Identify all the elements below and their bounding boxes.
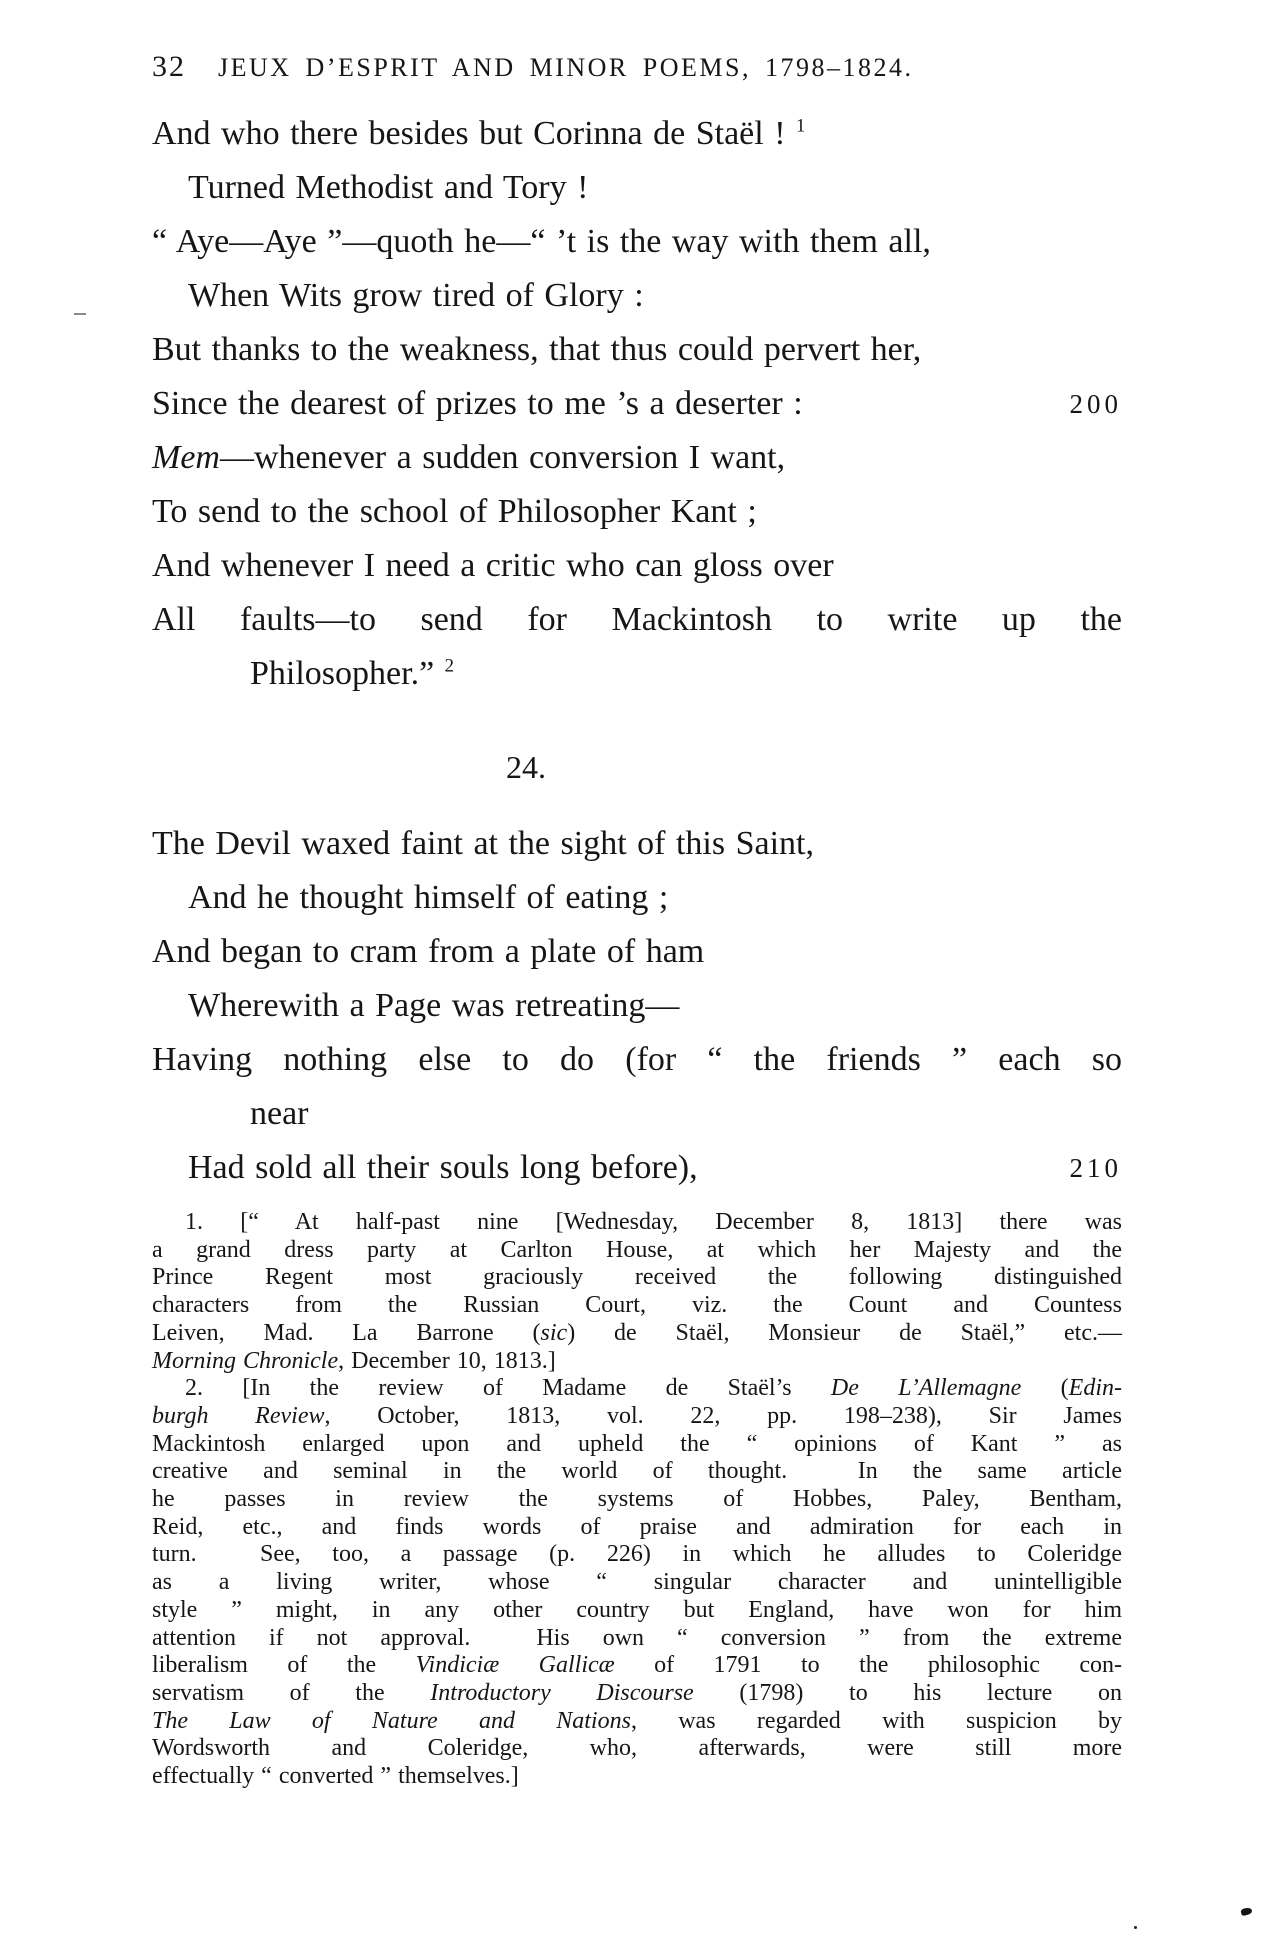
text-segment: Had sold all their souls long before),: [188, 1149, 698, 1186]
stanza-24: [152, 817, 1122, 1195]
text-segment: The Devil waxed faint at the sight of this Saint,: [152, 825, 814, 862]
italic-text: Mem: [152, 439, 220, 476]
italic-text: Introductory Discourse: [430, 1679, 694, 1706]
verse-line-number: 210: [1069, 1153, 1122, 1183]
footnote-line: [152, 1458, 1122, 1486]
ink-speck: [1134, 1926, 1137, 1929]
text-segment: liberalism of the: [152, 1652, 416, 1679]
footnote-line: [152, 1708, 1122, 1736]
italic-text: sic: [540, 1319, 568, 1346]
text-segment: Leiven, Mad. La Barrone (: [152, 1319, 541, 1346]
footnote-1: [152, 1209, 1122, 1375]
text-segment: a grand dress party at Carlton House, at which her Majesty and the: [152, 1236, 1122, 1263]
verse-line: [152, 647, 1122, 701]
verse-line: [152, 1033, 1122, 1087]
italic-text: The Law of Nature and Nations: [152, 1707, 631, 1734]
text-segment: (1798) to his lecture on: [693, 1679, 1122, 1706]
verse-line: [152, 817, 1122, 871]
verse-line-number: 200: [1069, 389, 1122, 419]
text-segment: Wherewith a Page was retreating—: [188, 987, 680, 1024]
footnote-line: [152, 1735, 1122, 1763]
text-segment: attention if not approval. His own “ conversion ” from the extreme: [152, 1624, 1122, 1651]
text-segment: But thanks to the weakness, that thus could pervert her,: [152, 331, 922, 368]
footnote-line: [152, 1569, 1122, 1597]
text-segment: creative and seminal in the world of thought. In the same article: [152, 1458, 1122, 1485]
verse-line: [152, 215, 1122, 269]
footnote-line: [152, 1292, 1122, 1320]
text-segment: And began to cram from a plate of ham: [152, 933, 705, 970]
text-segment: turn. See, too, a passage (p. 226) in which he alludes to Coleridge: [152, 1541, 1122, 1568]
text-segment: 1. [“ At half-past nine [Wednesday, December 8, 1813] there was: [185, 1209, 1122, 1235]
footnote-line: [152, 1209, 1122, 1237]
text-segment: , October, 1813, vol. 22, pp. 198–238), Sir James: [324, 1402, 1123, 1429]
footnote-line: [152, 1680, 1122, 1708]
footnote-line: [152, 1237, 1122, 1265]
text-segment: near: [250, 1095, 309, 1132]
footnote-line: [152, 1375, 1122, 1403]
footnote-line: [152, 1625, 1122, 1653]
text-segment: (: [1021, 1375, 1069, 1402]
scan-artifact-dash: [74, 313, 86, 315]
book-page: [152, 50, 1122, 1791]
verse-line: [152, 593, 1122, 647]
text-segment: characters from the Russian Court, viz. the Count and Countess: [152, 1292, 1122, 1319]
text-segment: Reid, etc., and finds words of praise and admiration for each in: [152, 1513, 1122, 1540]
footnote-line: [152, 1541, 1122, 1569]
page-number: 32: [152, 50, 186, 83]
footnote-line: [152, 1348, 1122, 1376]
verse-line: [152, 539, 1122, 593]
footnote-line: [152, 1431, 1122, 1459]
text-segment: he passes in review the systems of Hobbes, Paley, Bentham,: [152, 1486, 1122, 1513]
text-segment: of 1791 to the philosophic con-: [614, 1652, 1122, 1679]
verse-line: [152, 161, 1122, 215]
text-segment: To send to the school of Philosopher Kant ;: [152, 493, 757, 530]
text-segment: And whenever I need a critic who can gloss over: [152, 547, 834, 584]
italic-text: De L’Allemagne: [830, 1375, 1022, 1402]
verse-line: [152, 269, 1122, 323]
text-segment: style ” might, in any other country but England, have won for him: [152, 1596, 1122, 1623]
running-title: JEUX D’ESPRIT AND MINOR POEMS, 1798–1824.: [218, 53, 914, 82]
text-segment: 2. [In the review of Madame de Staël’s: [185, 1375, 831, 1402]
verse-line: [152, 485, 1122, 539]
text-segment: Turned Methodist and Tory !: [188, 169, 589, 206]
text-segment: Prince Regent most graciously received the following distinguished: [152, 1264, 1122, 1291]
text-segment: , December 10, 1813.]: [338, 1347, 556, 1374]
verse-line: [152, 1087, 1122, 1141]
footnote-line: [152, 1652, 1122, 1680]
verse-line: [152, 925, 1122, 979]
verse-line: [152, 431, 1122, 485]
text-segment: Having nothing else to do (for “ the friends ” each so: [152, 1041, 1122, 1078]
text-segment: All faults—to send for Mackintosh to write up the: [152, 601, 1122, 638]
text-segment: ) de Staël, Monsieur de Staël,” etc.—: [567, 1319, 1122, 1346]
verse-line: [152, 979, 1122, 1033]
footnote-line: [152, 1264, 1122, 1292]
footnote-line: [152, 1320, 1122, 1348]
text-segment: Since the dearest of prizes to me ’s a deserter :: [152, 385, 803, 422]
footnote-line: [152, 1763, 1122, 1791]
text-segment: Wordsworth and Coleridge, who, afterwards, were still more: [152, 1735, 1122, 1762]
verse-line: [152, 1141, 1122, 1195]
running-header: [152, 50, 1122, 85]
footnote-line: [152, 1403, 1122, 1431]
text-segment: , was regarded with suspicion by: [630, 1707, 1122, 1734]
italic-text: Vindiciæ Gallicæ: [415, 1652, 615, 1679]
ink-speck: [1240, 1907, 1252, 1916]
italic-text: Morning Chronicle: [152, 1347, 339, 1374]
italic-text: burgh Review: [152, 1402, 325, 1429]
verse-line: [152, 377, 1122, 431]
footnote-2: [152, 1375, 1122, 1791]
stanza-number-heading: 24.: [506, 749, 546, 785]
verse-line: [152, 107, 1122, 161]
text-segment: as a living writer, whose “ singular character and unintelligible: [152, 1569, 1122, 1596]
verse-line: [152, 323, 1122, 377]
footnote-marker: 1: [796, 115, 806, 137]
text-segment: When Wits grow tired of Glory :: [188, 277, 644, 314]
footnote-line: [152, 1514, 1122, 1542]
italic-text: Edin-: [1068, 1375, 1122, 1402]
text-segment: And he thought himself of eating ;: [188, 879, 669, 916]
footnote-line: [152, 1597, 1122, 1625]
text-segment: servatism of the: [152, 1679, 431, 1706]
stanza-23: [152, 107, 1122, 701]
footnote-line: [152, 1486, 1122, 1514]
text-segment: Philosopher.”: [250, 655, 445, 692]
footnote-marker: 2: [444, 655, 455, 677]
verse-line: [152, 871, 1122, 925]
text-segment: “ Aye—Aye ”—quoth he—“ ’t is the way with them all,: [152, 223, 931, 260]
text-segment: Mackintosh enlarged upon and upheld the “ opinions of Kant ” as: [152, 1430, 1122, 1457]
text-segment: effectually “ converted ” themselves.]: [152, 1763, 519, 1790]
text-segment: And who there besides but Corinna de Staël !: [152, 115, 797, 152]
text-segment: —whenever a sudden conversion I want,: [219, 439, 786, 476]
